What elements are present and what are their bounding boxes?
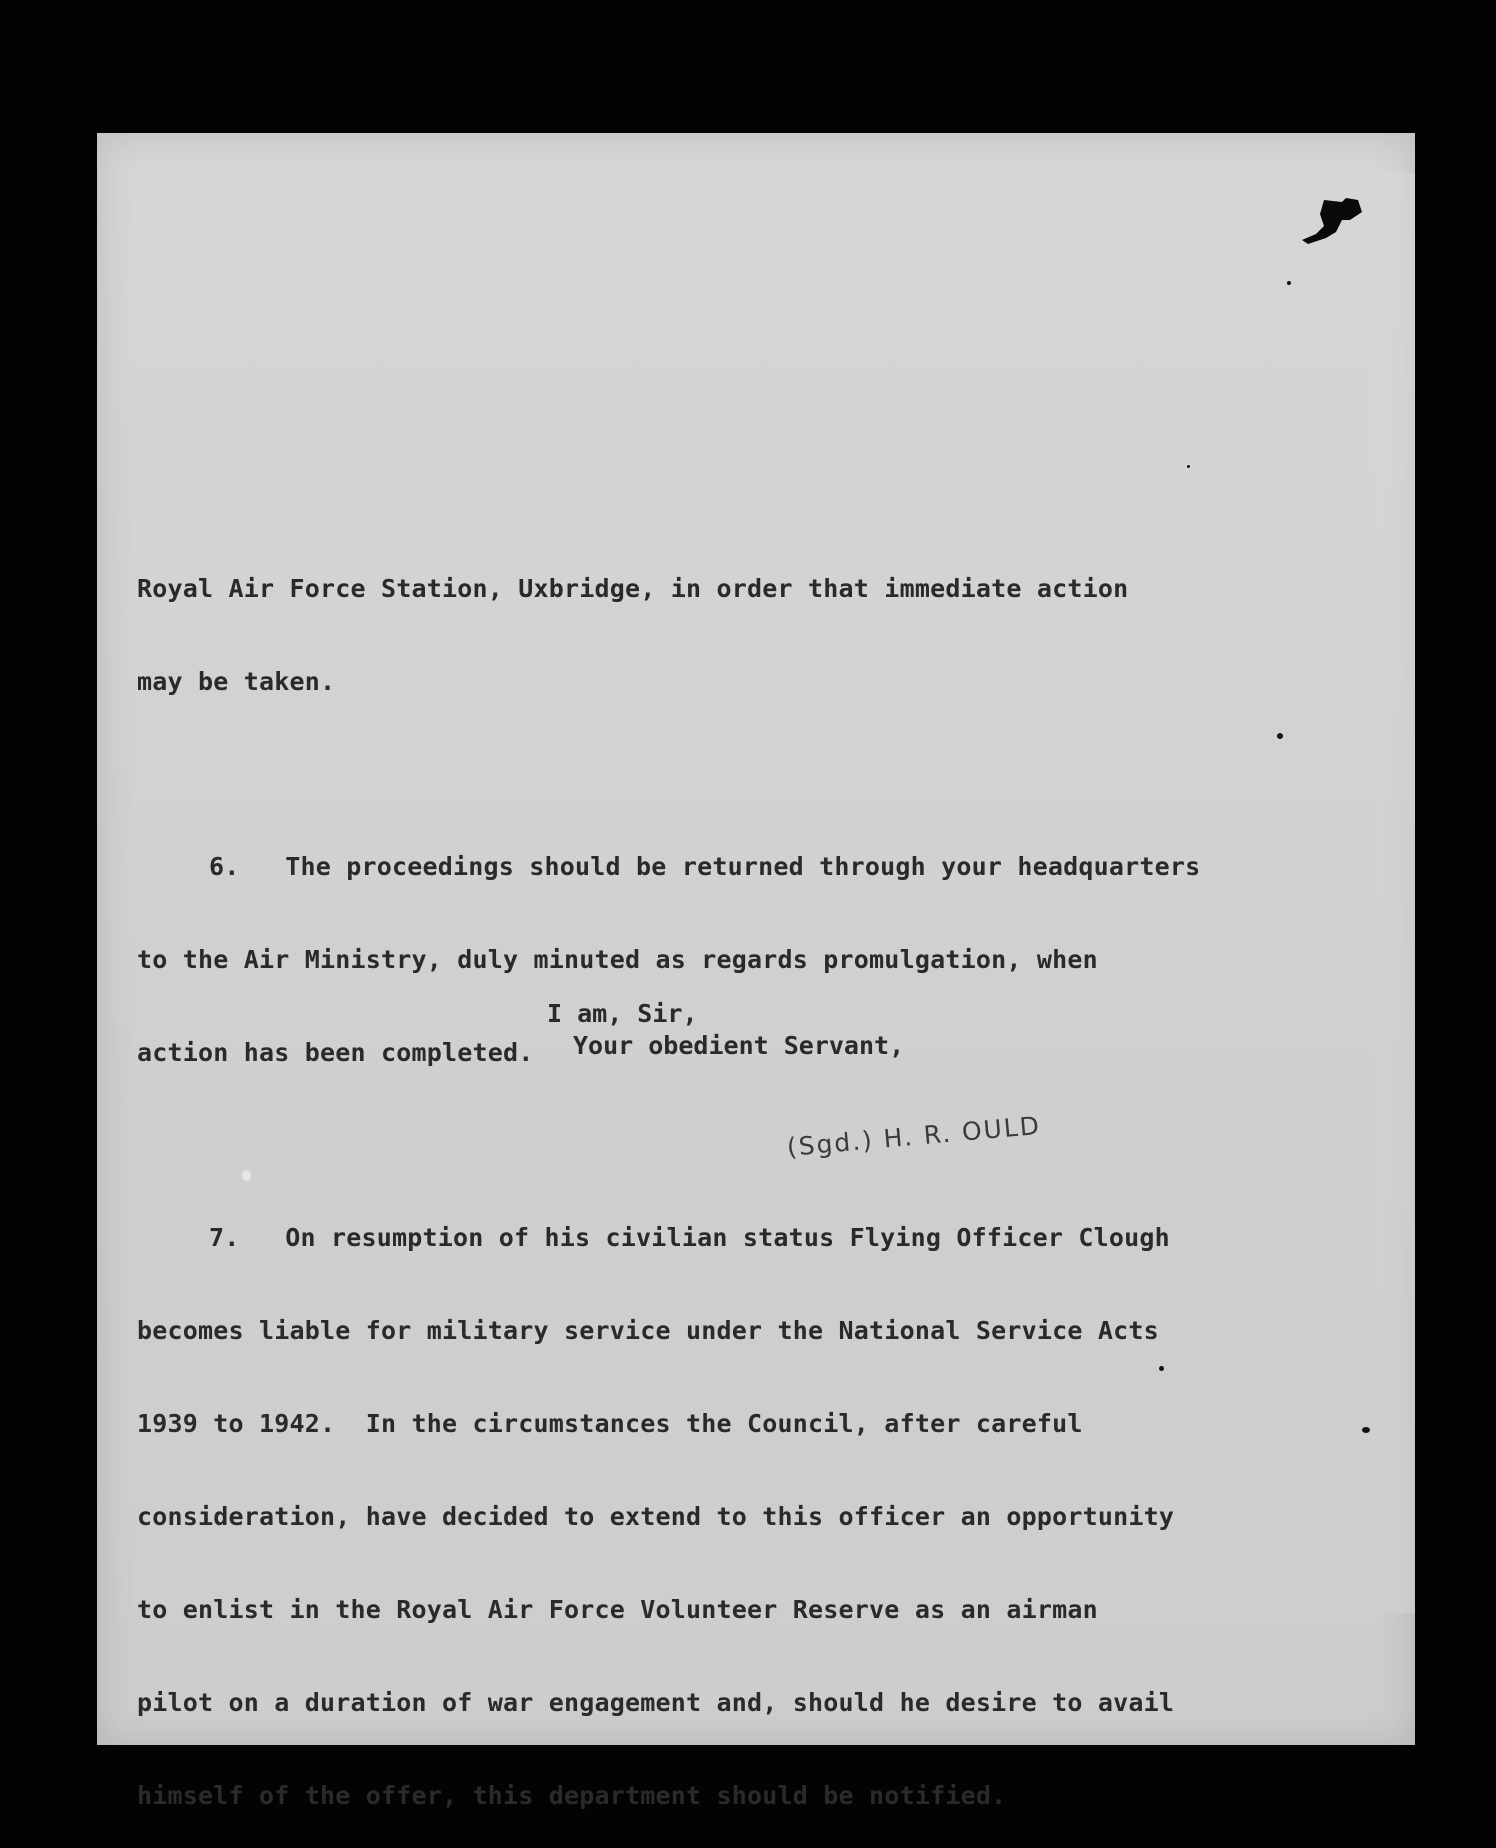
text-line: pilot on a duration of war engagement and, should he desire to avail: [137, 1688, 1175, 1717]
dust-speck: [1362, 1427, 1370, 1433]
paragraph-5-continuation: [137, 511, 1297, 759]
bleed-through-marks: [387, 428, 587, 488]
paragraph-6: [137, 789, 1297, 1130]
signature-stamp: (Sgd.) H. R. OULD: [785, 1110, 1043, 1162]
text-line: may be taken.: [137, 667, 336, 696]
ink-blot-mark: [1302, 198, 1372, 258]
dust-speck: [1187, 465, 1190, 468]
text-line: [137, 1222, 1297, 1253]
letter-body: [137, 511, 1297, 1848]
text-line: himself of the offer, this department should be notified.: [137, 1781, 1007, 1810]
paragraph-number: 7.: [209, 1223, 240, 1252]
text-line: consideration, have decided to extend to this officer an opportunity: [137, 1502, 1175, 1531]
text-line: to enlist in the Royal Air Force Volunteer Reserve as an airman: [137, 1595, 1098, 1624]
text-line: [137, 851, 1297, 882]
paragraph-number: 6.: [209, 852, 240, 881]
text-line: Royal Air Force Station, Uxbridge, in order that immediate action: [137, 574, 1129, 603]
closing-line-2: Your obedient Servant,: [573, 1031, 905, 1060]
text-line: becomes liable for military service under the National Service Acts: [137, 1316, 1159, 1345]
text-line: action has been completed.: [137, 1038, 534, 1067]
closing-line-1: I am, Sir,: [547, 999, 698, 1028]
paper-edge-shading: [1369, 173, 1415, 1613]
text-line: 1939 to 1942. In the circumstances the Council, after careful: [137, 1409, 1083, 1438]
paragraph-7: [137, 1160, 1297, 1848]
closing-salutation: [547, 998, 904, 1062]
paper-sheet: [97, 133, 1415, 1810]
text-line: to the Air Ministry, duly minuted as regards promulgation, when: [137, 945, 1098, 974]
dust-speck: [1287, 281, 1291, 285]
text-line-content: The proceedings should be returned through your headquarters: [285, 852, 1201, 881]
text-line-content: On resumption of his civilian status Flying Officer Clough: [285, 1223, 1170, 1252]
